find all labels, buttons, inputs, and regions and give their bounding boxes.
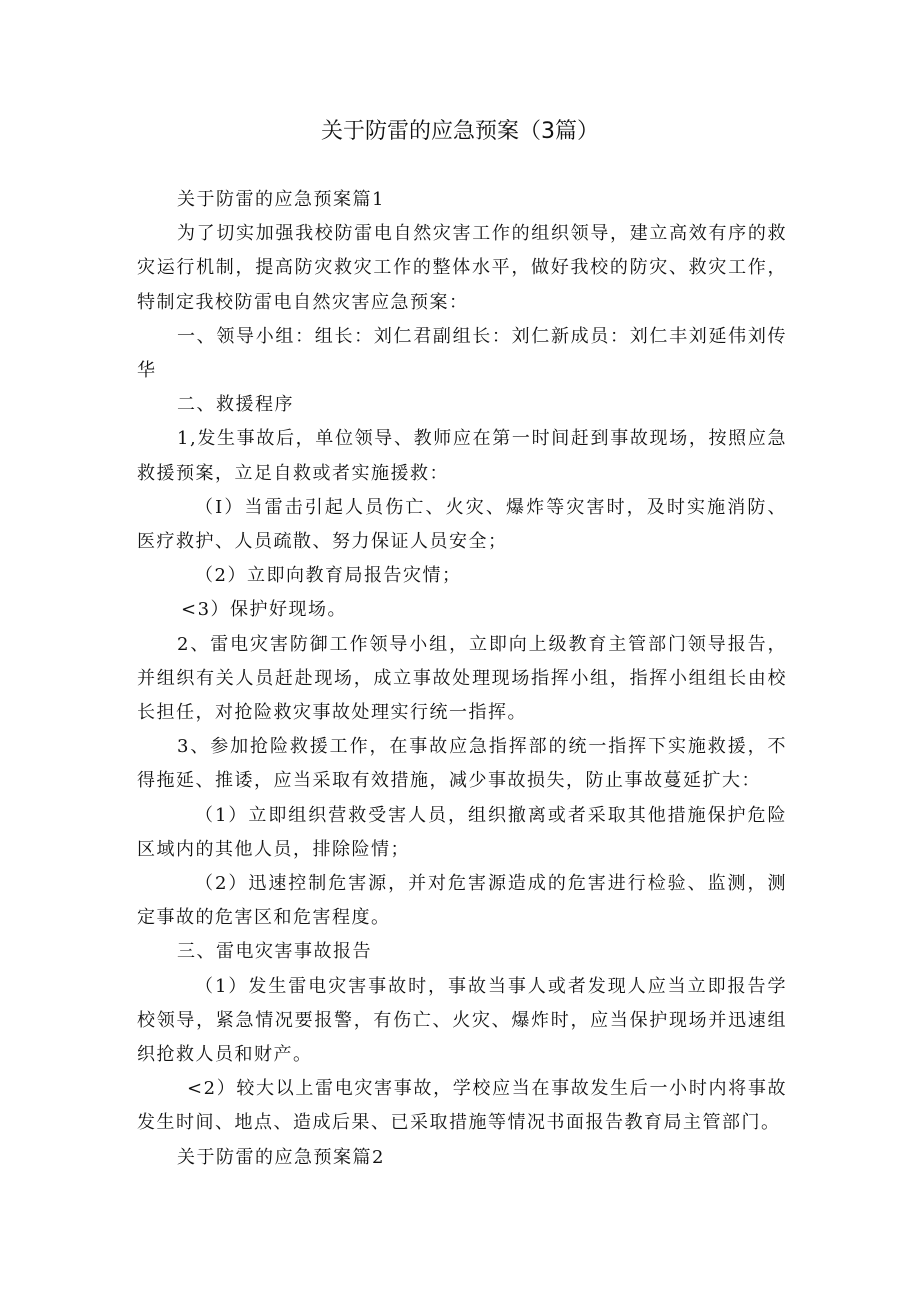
procedure-subitem-1-3: <3）保护好现场。 (181, 599, 348, 621)
procedure-item-3: 3、参加抢险救援工作，在事故应急指挥部的统一指挥下实施救援，不得拖延、推诿，应当采取有效措施，减少事故损失，防止事故蔓延扩大： (137, 736, 787, 792)
section-heading-part1: 关于防雷的应急预案篇1 (177, 189, 385, 210)
procedure-item-2: 2、雷电灾害防御工作领导小组，立即向上级教育主管部门领导报告，并组织有关人员赶赴现场，成立事故处理现场指挥小组，指挥小组组长由校长担任，对抢险救灾事故处理实行统一指挥。 (137, 633, 787, 724)
rescue-procedure-heading: 二、救援程序 (177, 394, 294, 416)
report-item-1: （1）发生雷电灾害事故时，事故当事人或者发现人应当立即报告学校领导，紧急情况要报警，有伤亡、火灾、爆炸时，应当保护现场并迅速组织抢救人员和财产。 (137, 975, 787, 1066)
document-body (137, 183, 787, 1175)
report-item-2: <2）较大以上雷电灾害事故，学校应当在事故发生后一小时内将事故发生时间、地点、造成后果、已采取措施等情况书面报告教育局主管部门。 (137, 1078, 787, 1134)
section-heading-part2: 关于防雷的应急预案篇2 (177, 1146, 385, 1168)
procedure-subitem-1-2: （2）立即向教育局报告灾情； (195, 565, 462, 587)
accident-report-heading: 三、雷电灾害事故报告 (177, 941, 372, 963)
procedure-subitem-3-1: （1）立即组织营救受害人员，组织撤离或者采取其他措施保护危险区域内的其他人员，排除险情； (137, 804, 787, 860)
procedure-item-1: 1,发生事故后，单位领导、教师应在第一时间赶到事故现场，按照应急救援预案，立足自救或者实施援救： (137, 428, 787, 484)
leadership-group-paragraph: 一、领导小组：组长：刘仁君副组长：刘仁新成员：刘仁丰刘延伟刘传华 (137, 325, 787, 382)
procedure-subitem-1-1: （I）当雷击引起人员伤亡、火灾、爆炸等灾害时，及时实施消防、医疗救护、人员疏散、努力保证人员安全； (137, 496, 787, 553)
intro-paragraph: 为了切实加强我校防雷电自然灾害工作的组织领导，建立高效有序的救灾运行机制，提高防灾救灾工作的整体水平，做好我校的防灾、救灾工作，特制定我校防雷电自然灾害应急预案： (137, 223, 787, 313)
document-title: 关于防雷的应急预案（3篇） (321, 119, 599, 144)
procedure-subitem-3-2: （2）迅速控制危害源，并对危害源造成的危害进行检验、监测，测定事故的危害区和危害程度。 (137, 873, 787, 929)
